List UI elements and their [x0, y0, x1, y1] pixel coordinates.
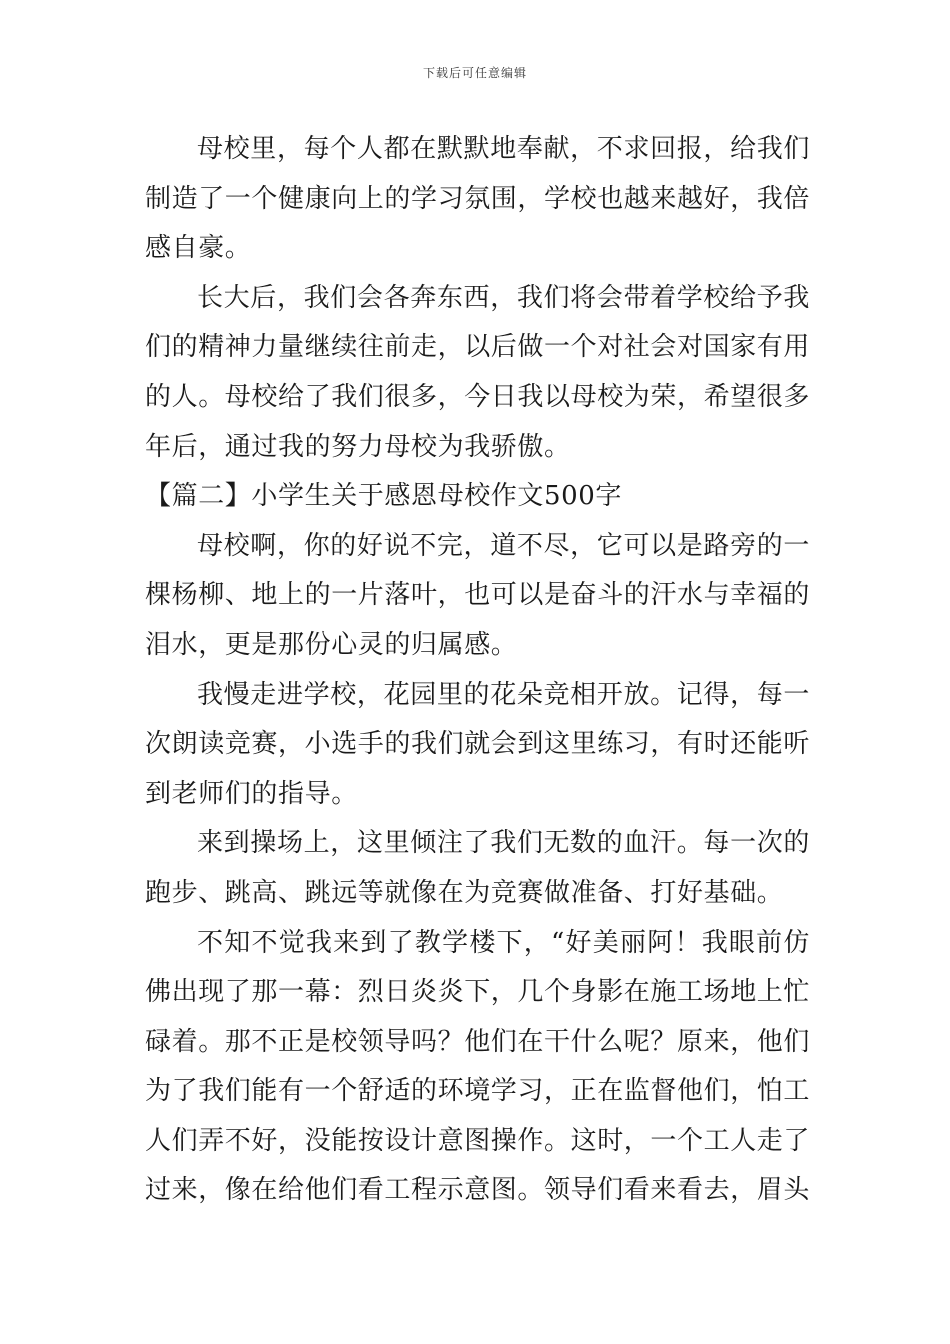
document-body: [145, 125, 810, 1216]
paragraph: 来到操场上，这里倾注了我们无数的血汗。每一次的跑步、跳高、跳远等就像在为竞赛做准备、打好基础。: [145, 828, 810, 908]
paragraph: 长大后，我们会各奔东西，我们将会带着学校给予我们的精神力量继续往前走，以后做一个对社会对国家有用的人。母校给了我们很多，今日我以母校为荣，希望很多年后，通过我的努力母校为我骄傲。: [145, 282, 811, 462]
paragraph: 母校啊，你的好说不完，道不尽，它可以是路旁的一棵杨柳、地上的一片落叶，也可以是奋斗的汗水与幸福的泪水，更是那份心灵的归属感。: [145, 530, 811, 660]
section-title: 【篇二】小学生关于感恩母校作文500字: [145, 481, 623, 512]
paragraph: 我慢走进学校，花园里的花朵竞相开放。记得，每一次朗读竞赛，小选手的我们就会到这里练习，有时还能听到老师们的指导。: [145, 679, 811, 809]
paragraph: 不知不觉我来到了教学楼下，“好美丽阿！我眼前仿佛出现了那一幕：烈日炎炎下，几个身影在施工场地上忙碌着。那不正是校领导吗？他们在干什么呢？原来，他们为了我们能有一个舒适的环境学习，正在监督他们，怕工人们弄不好，没能按设计意图操作。这时，一个工人走了过来，像在给他们看工程示意图。领导们看来看去，眉头: [145, 927, 811, 1206]
header-note: 下载后可任意编辑: [422, 66, 527, 80]
paragraph: 母校里，每个人都在默默地奉献，不求回报，给我们制造了一个健康向上的学习氛围，学校也越来越好，我倍感自豪。: [145, 134, 811, 264]
